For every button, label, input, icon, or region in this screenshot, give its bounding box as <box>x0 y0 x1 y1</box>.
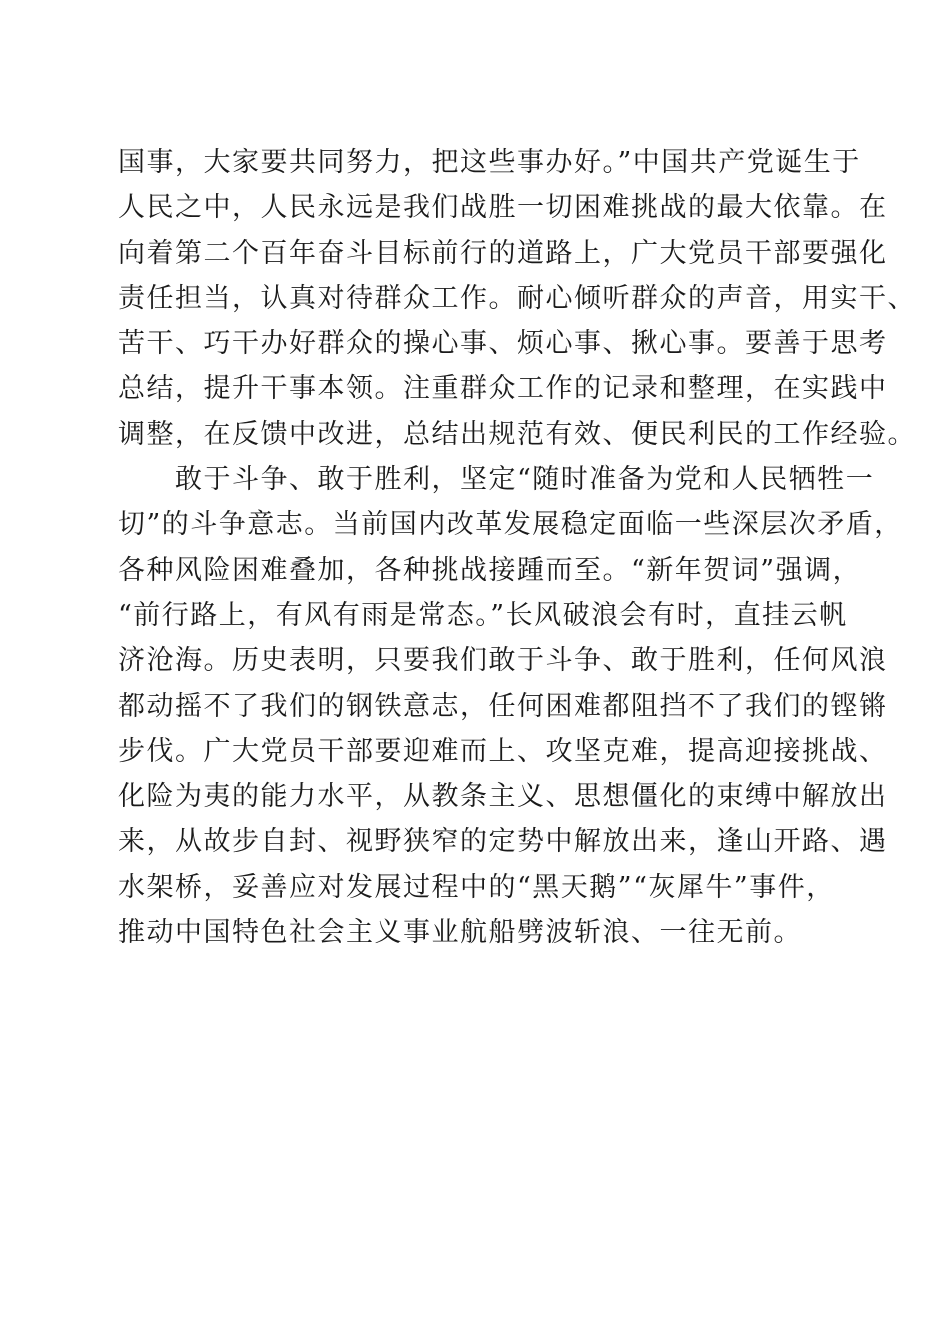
text-line: 人民之中，人民永远是我们战胜一切困难挑战的最大依靠。在 <box>118 192 888 224</box>
text-line: 推动中国特色社会主义事业航船劈波斩浪、一往无前。 <box>118 917 802 949</box>
text-line: 国事，大家要共同努力，把这些事办好。”中国共产党诞生于 <box>118 147 861 178</box>
text-line: 步伐。广大党员干部要迎难而上、攻坚克难，提高迎接挑战、 <box>118 735 888 767</box>
text-line: 切”的斗争意志。当前国内改革发展稳定面临一些深层次矛盾， <box>118 509 903 541</box>
text-line: 来，从故步自封、视野狭窄的定势中解放出来，逢山开路、遇 <box>118 826 888 858</box>
text-line: 敢于斗争、敢于胜利，坚定“随时准备为党和人民牺牲一 <box>118 464 875 496</box>
text-line: “前行路上，有风有雨是常态。”长风破浪会有时，直挂云帆 <box>118 599 848 631</box>
text-line: 苦干、巧干办好群众的操心事、烦心事、揪心事。要善于思考 <box>118 328 888 360</box>
text-line: 向着第二个百年奋斗目标前行的道路上，广大党员干部要强化 <box>118 237 888 269</box>
text-line: 总结，提升干事本领。注重群众工作的记录和整理，在实践中 <box>118 373 888 405</box>
text-line: 济沧海。历史表明，只要我们敢于斗争、敢于胜利，任何风浪 <box>118 645 888 677</box>
body-text <box>118 140 916 955</box>
text-line: 各种风险困难叠加，各种挑战接踵而至。“新年贺词”强调， <box>118 554 862 586</box>
text-line: 化险为夷的能力水平，从教条主义、思想僵化的束缚中解放出 <box>118 781 888 813</box>
text-line: 水架桥，妥善应对发展过程中的“黑天鹅”“灰犀牛”事件， <box>118 871 835 903</box>
text-line: 都动摇不了我们的钢铁意志，任何困难都阻挡不了我们的铿锵 <box>118 690 888 722</box>
text-line: 调整，在反馈中改进，总结出规范有效、便民利民的工作经验。 <box>118 418 916 450</box>
text-line: 责任担当，认真对待群众工作。耐心倾听群众的声音，用实干、 <box>118 282 916 314</box>
